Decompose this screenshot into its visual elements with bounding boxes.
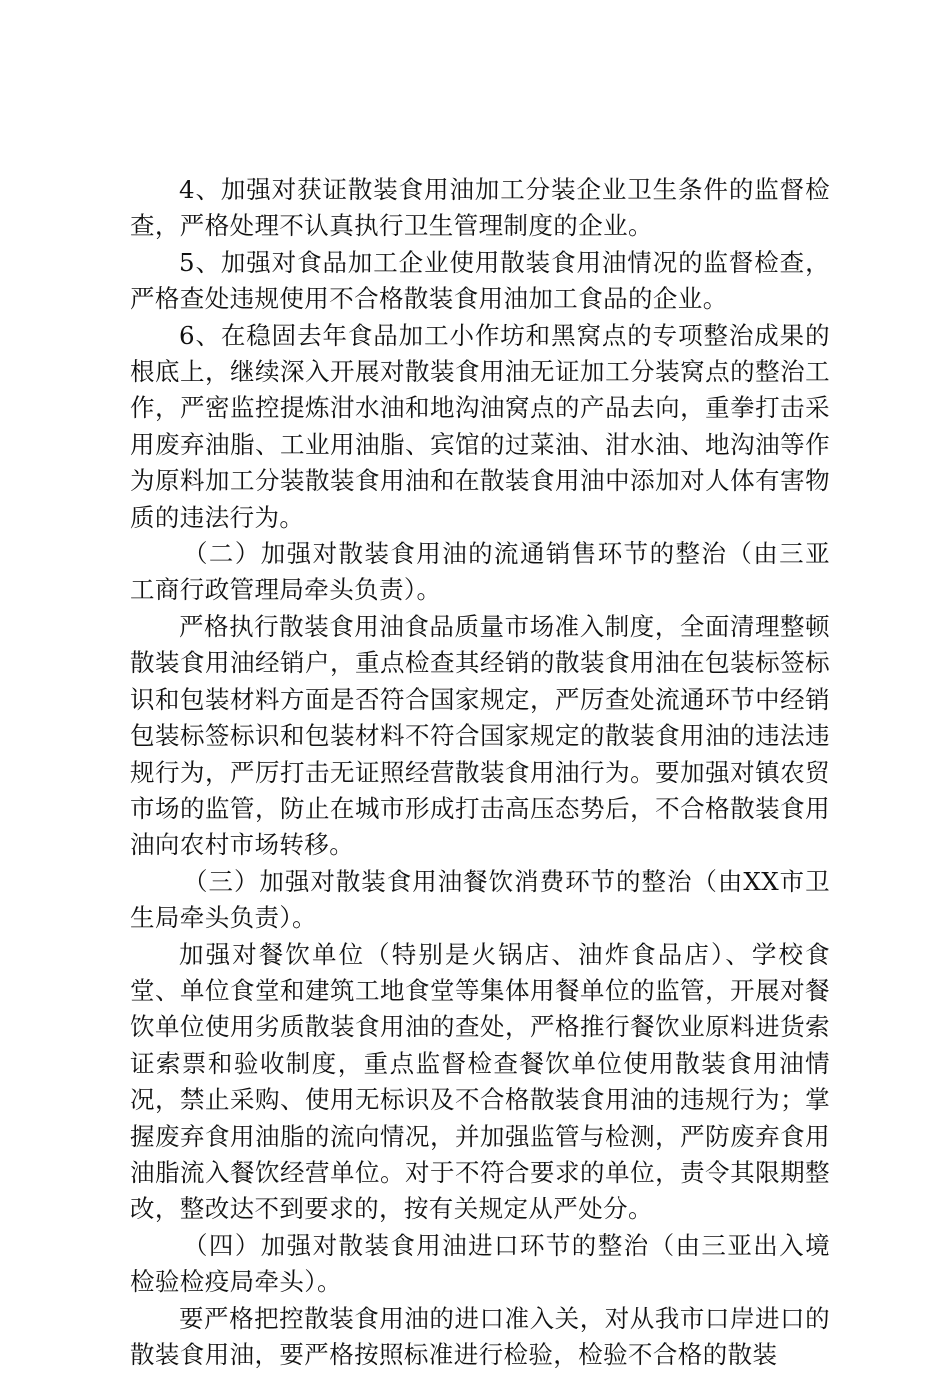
section-heading-3: （三）加强对散装食用油餐饮消费环节的整治（由XX市卫生局牵头负责）。 <box>130 866 830 933</box>
section-heading-2: （二）加强对散装食用油的流通销售环节的整治（由三亚工商行政管理局牵头负责）。 <box>130 539 830 605</box>
section-heading-4: （四）加强对散装食用油进口环节的整治（由三亚出入境检验检疫局牵头）。 <box>130 1230 830 1297</box>
paragraph-catering: 加强对餐饮单位（特别是火锅店、油炸食品店）、学校食堂、单位食堂和建筑工地食堂等集体用餐单位的监管，开展对餐饮单位使用劣质散装食用油的查处，严格推行餐饮业原料进货索证索票和验收制度，重点监督检查餐饮单位使用散装食用油情况，禁止采购、使用无标识及不合格散装食用油的违规行为；掌握废弃食用油脂的流向情况，并加强监管与检测，严防废弃食用油脂流入餐饮经营单位。对于不符合要求的单位，责令其限期整改，整改达不到要求的，按有关规定从严处分。 <box>130 939 830 1224</box>
paragraph-circulation: 严格执行散装食用油食品质量市场准入制度，全面清理整顿散装食用油经销户，重点检查其经销的散装食用油在包装标签标识和包装材料方面是否符合国家规定，严厉查处流通环节中经销包装标签标识和包装材料不符合国家规定的散装食用油的违法违规行为，严厉打击无证照经营散装食用油行为。要加强对镇农贸市场的监管，防止在城市形成打击高压态势后，不合格散装食用油向农村市场转移。 <box>130 611 830 860</box>
document-body <box>130 172 830 1373</box>
paragraph-item-6: 6、在稳固去年食品加工小作坊和黑窝点的专项整治成果的根底上，继续深入开展对散装食用油无证加工分装窝点的整治工作，严密监控提炼泔水油和地沟油窝点的产品去向，重拳打击采用废弃油脂、工业用油脂、宾馆的过菜油、泔水油、地沟油等作为原料加工分装散装食用油和在散装食用油中添加对人体有害物质的违法行为。 <box>130 320 830 532</box>
paragraph-item-5: 5、加强对食品加工企业使用散装食用油情况的监督检查，严格查处违规使用不合格散装食用油加工食品的企业。 <box>130 247 830 314</box>
paragraph-item-4: 4、加强对获证散装食用油加工分装企业卫生条件的监督检查，严格处理不认真执行卫生管理制度的企业。 <box>130 175 830 241</box>
paragraph-import: 要严格把控散装食用油的进口准入关，对从我市口岸进口的散装食用油，要严格按照标准进行检验，检验不合格的散装 <box>130 1303 830 1369</box>
